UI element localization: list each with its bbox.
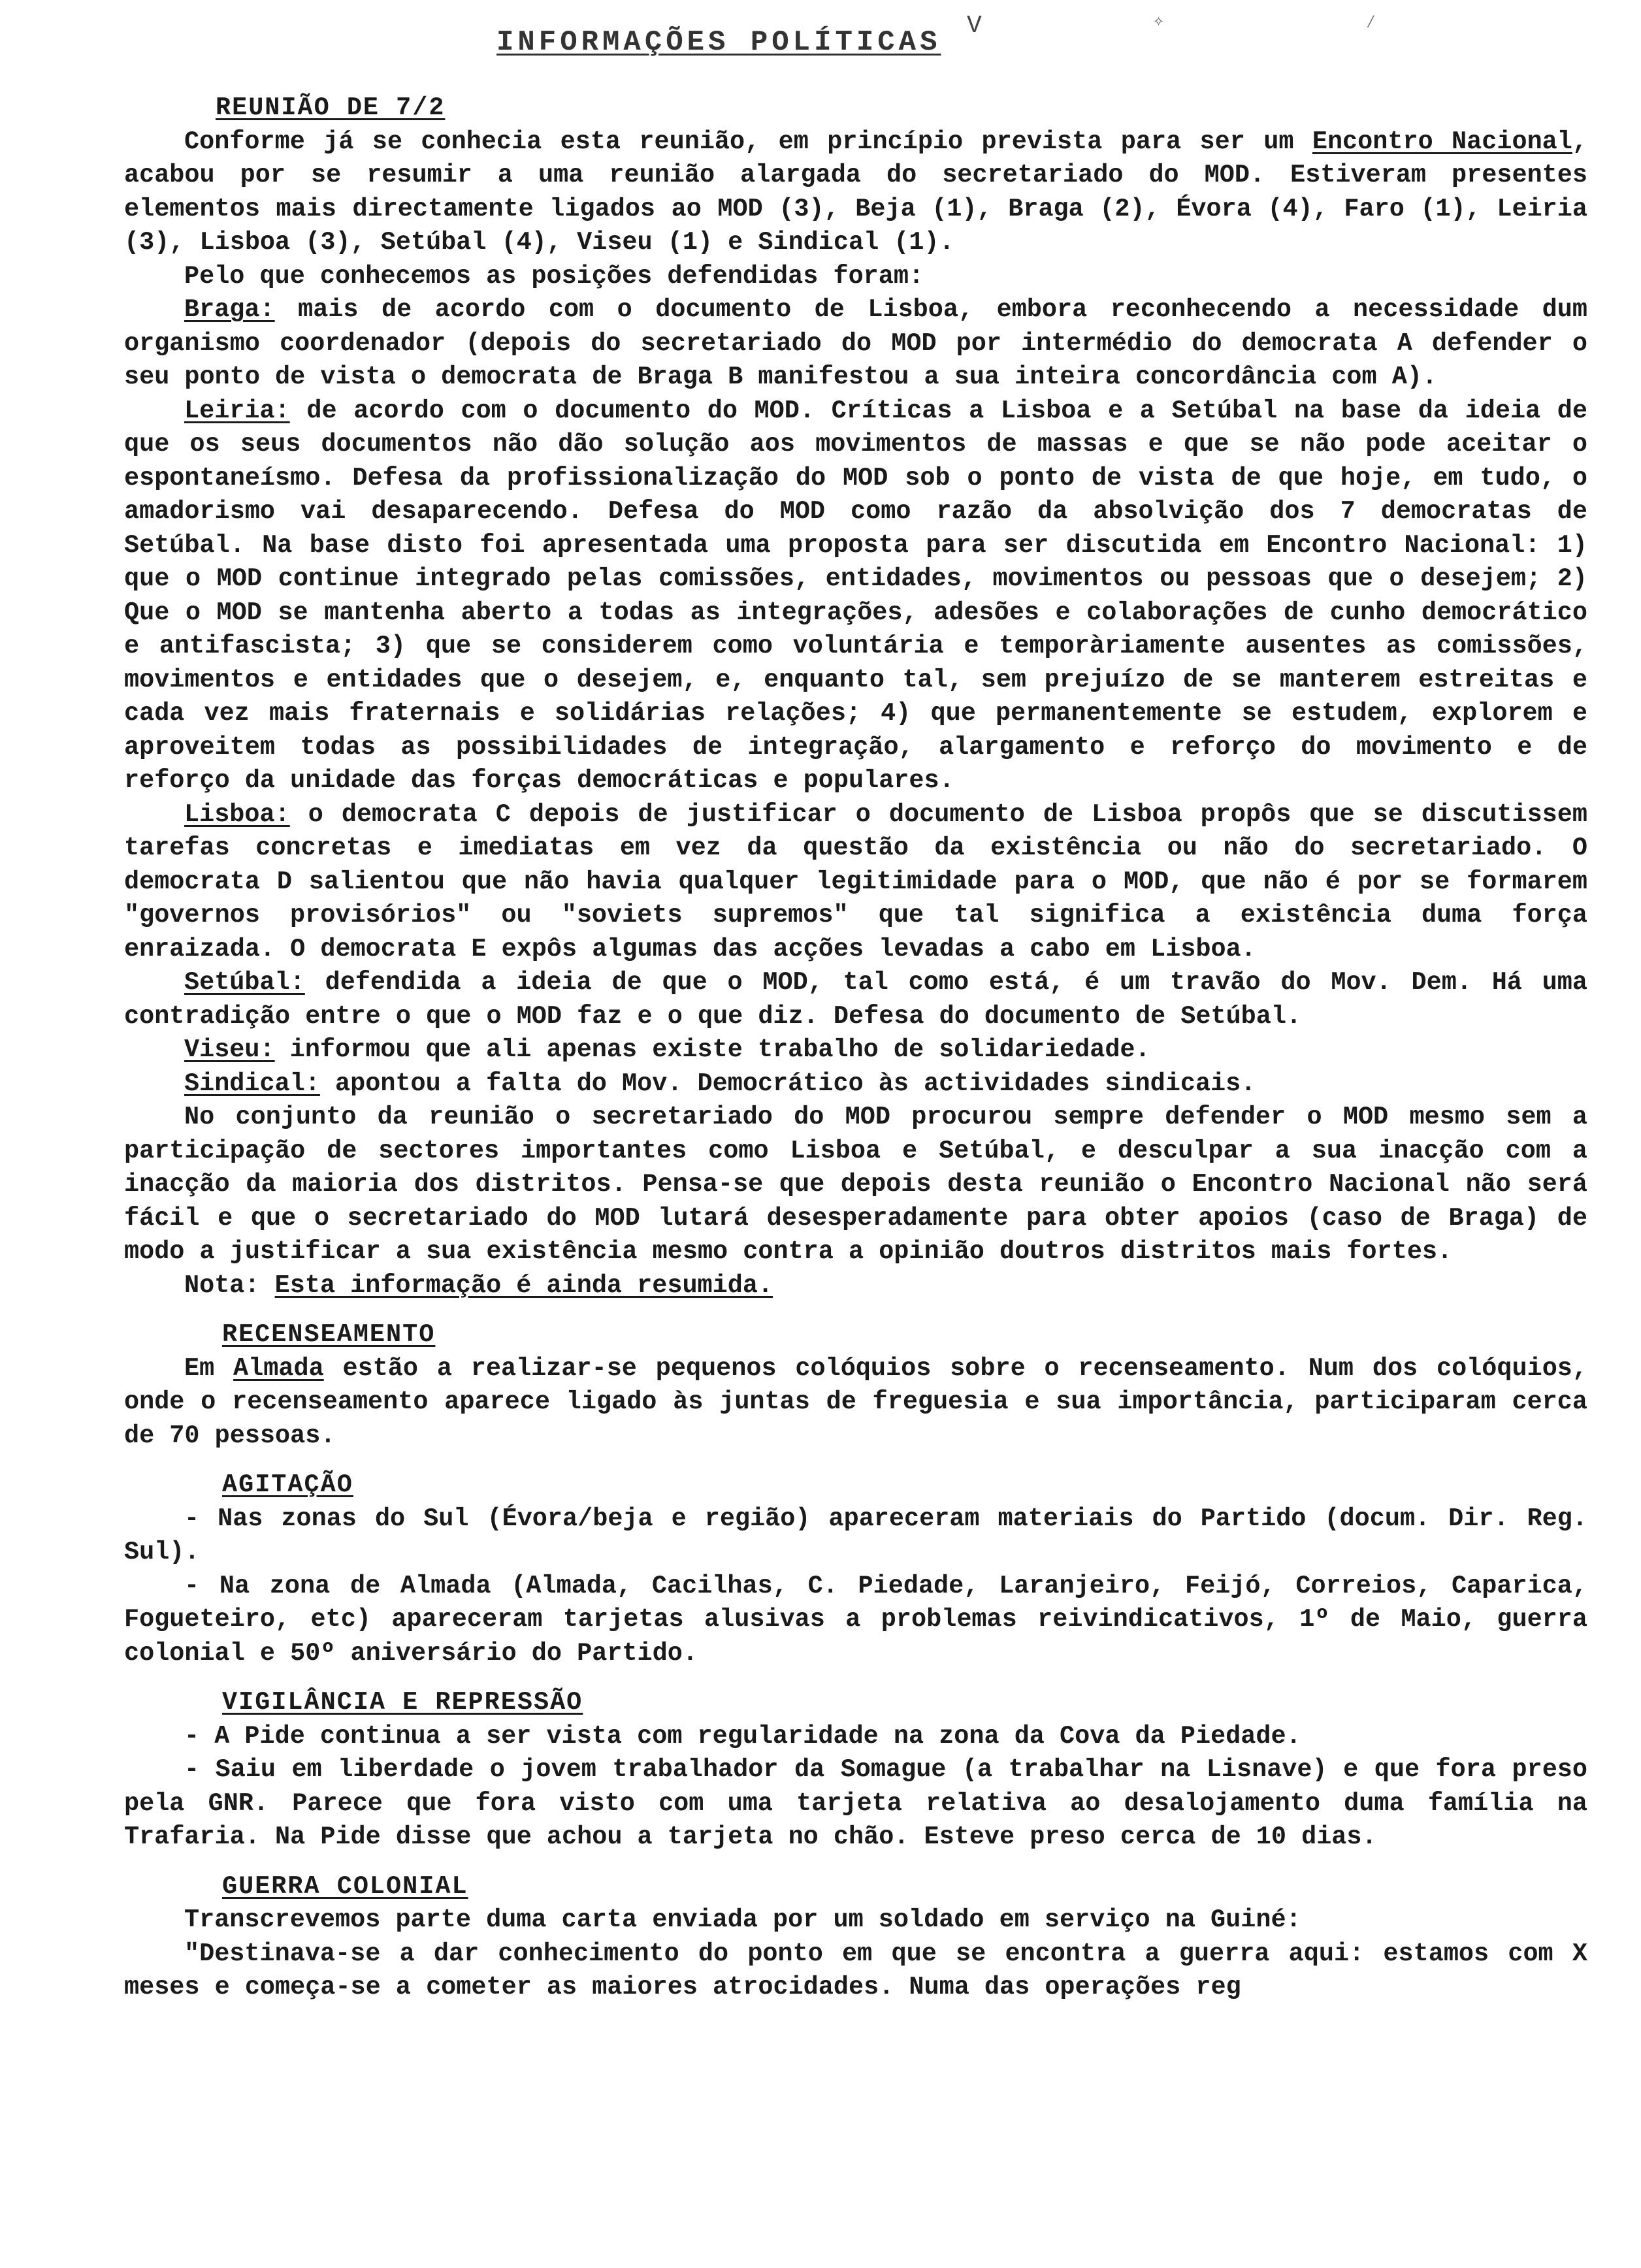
guerra-letter-quote: "Destinava-se a dar conhecimento do ponto em que se encontra a guerra aqui: estamos com X meses e começa-se a cometer as maiores atrocidades. Numa das operações reg: [124, 1939, 1587, 2001]
sindical-label: Sindical:: [184, 1069, 320, 1098]
agitacao-item: - Nas zonas do Sul (Évora/beja e região) apareceram materiais do Partido (docum. Dir. Reg. Sul).: [124, 1504, 1587, 1566]
setubal-position-paragraph: [124, 966, 1587, 1033]
reuniao-conclusion-paragraph: No conjunto da reunião o secretariado do MOD procurou sempre defender o MOD mesmo sem a participação de sectores importantes como Lisboa e Setúbal, e desculpar a sua inacção com a inacção da maioria dos distritos. Pensa-se que depois desta reunião o Encontro Nacional não será fácil e que o secretariado do MOD lutará desesperadamente para obter apoios (caso de Braga) de modo a justificar a sua existência mesmo contra a opinião doutros distritos mais fortes.: [124, 1103, 1587, 1266]
viseu-position-paragraph: [124, 1033, 1587, 1067]
section-spacer: [124, 1453, 1587, 1468]
section-heading-reuniao: REUNIÃO DE 7/2: [216, 93, 446, 122]
braga-position-paragraph: [124, 293, 1587, 395]
document-body: [124, 91, 1587, 2005]
recenseamento-text-b: estão a realizar-se pequenos colóquios sobre o recenseamento. Num dos colóquios, onde o recenseamento aparece ligado às juntas de freguesia e sua importância, participaram cerca de 70 pessoas.: [124, 1353, 1588, 1450]
braga-text: mais de acordo com o documento de Lisboa, embora reconhecendo a necessidade dum organismo coordenador (depois do secretariado do MOD por intermédio do democrata A defender o seu ponto de vista o democrata de Braga B manifestou a sua inteira concordância com A).: [124, 295, 1587, 391]
setubal-label: Setúbal:: [184, 968, 305, 997]
pencil-tick-mark: ⁄: [1365, 13, 1376, 33]
lisboa-position-paragraph: [124, 798, 1587, 967]
pencil-scribble-mark: ✧: [1153, 12, 1164, 32]
vigilancia-item: - A Pide continua a ser vista com regularidade na zona da Cova da Piedade.: [184, 1721, 1301, 1751]
section-spacer: [124, 1303, 1587, 1318]
guerra-intro-paragraph: Transcrevemos parte duma carta enviada por um soldado em serviço na Guiné:: [184, 1905, 1301, 1934]
document-title: INFORMAÇÕES POLÍTICAS: [496, 26, 941, 59]
viseu-label: Viseu:: [184, 1035, 275, 1064]
reuniao-intro-paragraph: [124, 125, 1587, 260]
leiria-text: de acordo com o documento do MOD. Críticas a Lisboa e a Setúbal na base da ideia de que os seus documentos não dão solução aos movimentos de massas e que se não pode aceitar o espontaneísmo. Defesa da profissionalização do MOD sob o ponto de vista de que hoje, em tudo, o amadorismo vai desaparecendo. Defesa do MOD como razão da absolvição dos 7 democratas de Setúbal. Na base disto foi apresentada uma proposta para ser discutida em Encontro Nacional: 1) que o MOD continue integrado pelas comissões, entidades, movimentos ou pessoas que o desejem; 2) Que o MOD se mantenha aberto a todas as integrações, adesões e colaborações de cunho democrático e antifascista; 3) que se considerem como voluntária e temporàriamente ausentes as comissões, movimentos e entidades que o desejem, e, enquanto tal, sem prejuízo de se manterem estreitas e cada vez mais fraternais e solidárias relações; 4) que permanentemente se estudem, explorem e aproveitem todas as possibilidades de integração, alargamento e reforço do movimento e de reforço da unidade das forças democráticas e populares.: [124, 396, 1587, 795]
braga-label: Braga:: [184, 295, 275, 324]
section-spacer: [124, 1670, 1587, 1686]
recenseamento-paragraph: [124, 1352, 1587, 1453]
sindical-position-paragraph: [124, 1067, 1587, 1101]
setubal-text: defendida a ideia de que o MOD, tal como está, é um travão do Mov. Dem. Há uma contradição entre o que o MOD faz e o que diz. Defesa do documento de Setúbal.: [124, 968, 1587, 1031]
section-heading-guerra-colonial: GUERRA COLONIAL: [222, 1871, 468, 1901]
almada-term: Almada: [233, 1353, 324, 1383]
recenseamento-text-a: Em: [184, 1353, 234, 1383]
note-label: Nota:: [184, 1271, 260, 1300]
leiria-position-paragraph: [124, 395, 1587, 798]
positions-intro-paragraph: Pelo que conhecemos as posições defendidas foram:: [184, 261, 924, 291]
section-heading-recenseamento: RECENSEAMENTO: [222, 1320, 436, 1349]
leiria-label: Leiria:: [184, 396, 290, 425]
sindical-text: apontou a falta do Mov. Democrático às actividades sindicais.: [319, 1069, 1256, 1098]
reuniao-intro-text-a: Conforme já se conhecia esta reunião, em princípio prevista para ser um: [184, 127, 1312, 156]
vigilancia-item: - Saiu em liberdade o jovem trabalhador da Somague (a trabalhar na Lisnave) e que fora preso pela GNR. Parece que fora visto com uma tarjeta relativa ao desalojamento duma família na Trafaria. Na Pide disse que achou a tarjeta no chão. Esteve preso cerca de 10 dias.: [124, 1755, 1587, 1851]
agitacao-item: - Na zona de Almada (Almada, Cacilhas, C. Piedade, Laranjeiro, Feijó, Correios, Caparica, Fogueteiro, etc) apareceram tarjetas alusivas a problemas reivindicativos, 1º de Maio, guerra colonial e 50º aniversário do Partido.: [124, 1571, 1587, 1668]
section-heading-agitacao: AGITAÇÃO: [222, 1470, 353, 1499]
encontro-nacional-term: Encontro Nacional: [1312, 127, 1572, 156]
lisboa-text: o democrata C depois de justificar o documento de Lisboa propôs que se discutissem tarefas concretas e imediatas em vez da questão da existência ou não do secretariado. O democrata D salientou que não havia qualquer legitimidade para o MOD, que não é por se formarem "governos provisórios" ou "soviets supremos" que tal significa a existência duma força enraizada. O democrata E expôs algumas das acções levadas a cabo em Lisboa.: [124, 800, 1587, 964]
note-paragraph: [124, 1269, 1587, 1303]
viseu-text: informou que ali apenas existe trabalho de solidariedade.: [274, 1035, 1150, 1064]
section-spacer: [124, 1855, 1587, 1870]
reuniao-intro-text-b: , acabou por se resumir a uma reunião alargada do secretariado do MOD. Estiveram presentes elementos mais directamente ligados ao MOD (3), Beja (1), Braga (2), Évora (4), Faro (1), Leiria (3), Lisboa (3), Setúbal (4), Viseu (1) e Sindical (1).: [124, 127, 1587, 257]
section-heading-vigilancia: VIGILÂNCIA E REPRESSÃO: [222, 1688, 583, 1717]
lisboa-label: Lisboa:: [184, 800, 290, 829]
note-text: Esta informação é ainda resumida.: [274, 1271, 773, 1300]
handwritten-v-mark: V: [967, 12, 982, 40]
